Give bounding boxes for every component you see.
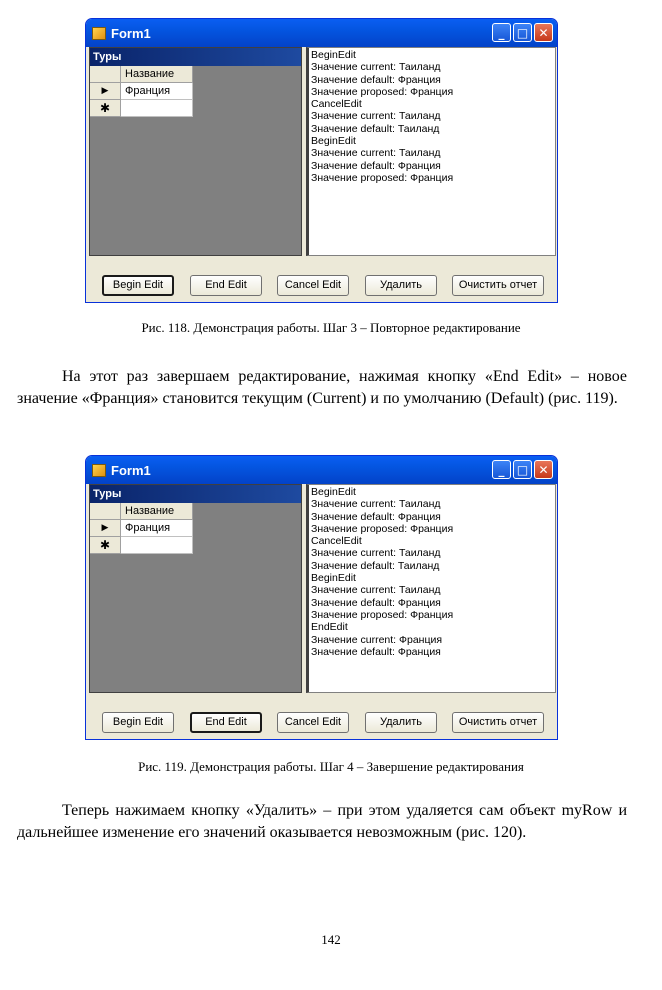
log-line: BeginEdit — [311, 135, 356, 148]
log-line: Значение proposed: Франция — [311, 522, 454, 535]
log-line: Значение default: Франция — [311, 645, 441, 658]
app-icon — [92, 27, 106, 40]
row-header-corner — [90, 503, 121, 520]
log-line: Значение default: Франция — [311, 159, 441, 172]
app-icon — [92, 464, 106, 477]
log-line: Значение current: Таиланд — [311, 498, 441, 511]
log-line: CancelEdit — [311, 535, 362, 548]
log-line: Значение default: Франция — [311, 596, 441, 609]
log-line: BeginEdit — [311, 49, 356, 61]
log-line: Значение current: Таиланд — [311, 61, 441, 74]
current-row-arrow-icon[interactable]: ▶ — [90, 520, 121, 537]
maximize-icon[interactable]: □ — [513, 23, 532, 42]
log-line: CancelEdit — [311, 98, 362, 111]
table-row[interactable] — [90, 520, 301, 537]
maximize-icon[interactable]: □ — [513, 460, 532, 479]
begin-edit-button[interactable]: Begin Edit — [102, 712, 174, 733]
log-line: Значение current: Франция — [311, 633, 443, 646]
table-row-new[interactable] — [90, 100, 301, 117]
event-log-textbox[interactable] — [306, 484, 556, 693]
window-title: Form1 — [111, 25, 151, 41]
log-line: BeginEdit — [311, 486, 356, 498]
log-line: Значение default: Франция — [311, 73, 441, 86]
row-header-corner — [90, 66, 121, 83]
log-line: Значение current: Таиланд — [311, 147, 441, 160]
delete-button[interactable]: Удалить — [365, 712, 437, 733]
close-icon[interactable]: ✕ — [534, 23, 553, 42]
log-line: Значение current: Таиланд — [311, 584, 441, 597]
end-edit-button[interactable]: End Edit — [190, 712, 262, 733]
end-edit-button[interactable]: End Edit — [190, 275, 262, 296]
delete-button[interactable]: Удалить — [365, 275, 437, 296]
figure-caption-118: Рис. 118. Демонстрация работы. Шаг 3 – Повторное редактирование — [141, 320, 521, 335]
event-log-textbox[interactable] — [306, 47, 556, 256]
figure-caption-119: Рис. 119. Демонстрация работы. Шаг 4 – Завершение редактирования — [138, 759, 524, 774]
new-row-asterisk-icon[interactable]: ✱ — [90, 100, 121, 117]
column-header-name[interactable]: Название — [121, 503, 193, 520]
tours-datagrid[interactable] — [89, 47, 302, 256]
log-line: BeginEdit — [311, 572, 356, 585]
begin-edit-button[interactable]: Begin Edit — [102, 275, 174, 296]
log-line: Значение proposed: Франция — [311, 85, 454, 98]
current-row-arrow-icon[interactable]: ▶ — [90, 83, 121, 100]
log-line: Значение default: Таиланд — [311, 559, 440, 572]
body-paragraph-2: Теперь нажимаем кнопку «Удалить» – при этом удаляется сам объект myRow и дальнейшее изменение его значений оказывается невозможным (рис. 120). — [17, 802, 627, 841]
log-line: Значение current: Таиланд — [311, 547, 441, 560]
window-title: Form1 — [111, 462, 151, 478]
column-header-name[interactable]: Название — [121, 66, 193, 83]
grid-cell[interactable] — [121, 100, 193, 117]
grid-cell[interactable] — [121, 537, 193, 554]
grid-caption: Туры — [90, 485, 301, 503]
log-line: Значение current: Таиланд — [311, 110, 441, 123]
grid-cell[interactable]: Франция — [121, 520, 193, 537]
cancel-edit-button[interactable]: Cancel Edit — [277, 275, 349, 296]
log-line: Значение proposed: Франция — [311, 171, 454, 184]
close-icon[interactable]: ✕ — [534, 460, 553, 479]
minimize-icon[interactable]: _ — [492, 460, 511, 479]
table-row[interactable] — [90, 83, 301, 100]
page-number: 142 — [321, 932, 341, 947]
form1-window-step3 — [85, 18, 558, 303]
body-paragraph-1: На этот раз завершаем редактирование, нажимая кнопку «End Edit» – новое значение «Франция» становится текущим (Current) и по умолчанию (Default) (рис. 119). — [17, 368, 627, 407]
table-row-new[interactable] — [90, 537, 301, 554]
cancel-edit-button[interactable]: Cancel Edit — [277, 712, 349, 733]
clear-report-button[interactable]: Очистить отчет — [452, 275, 544, 296]
grid-caption: Туры — [90, 48, 301, 66]
minimize-icon[interactable]: _ — [492, 23, 511, 42]
log-line: Значение default: Таиланд — [311, 122, 440, 135]
clear-report-button[interactable]: Очистить отчет — [452, 712, 544, 733]
new-row-asterisk-icon[interactable]: ✱ — [90, 537, 121, 554]
form1-window-step4 — [85, 455, 558, 740]
window-titlebar[interactable] — [86, 19, 557, 47]
log-line: Значение proposed: Франция — [311, 608, 454, 621]
grid-cell[interactable]: Франция — [121, 83, 193, 100]
window-titlebar[interactable] — [86, 456, 557, 484]
log-line: Значение default: Франция — [311, 510, 441, 523]
tours-datagrid[interactable] — [89, 484, 302, 693]
log-line: EndEdit — [311, 621, 348, 634]
